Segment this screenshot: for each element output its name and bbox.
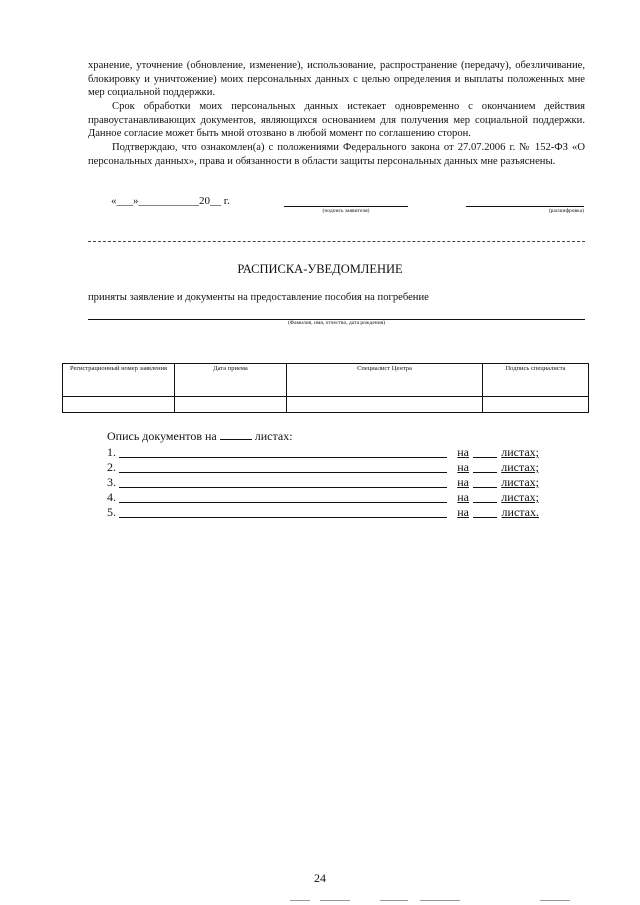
inventory-sheets-blank bbox=[220, 429, 252, 440]
inventory-row-number: 3. bbox=[107, 475, 116, 489]
inventory-row-sheets-blank bbox=[473, 472, 497, 473]
inventory-row-number: 5. bbox=[107, 505, 116, 519]
inventory-row bbox=[107, 505, 539, 520]
cut-line bbox=[88, 241, 585, 242]
table-header-row bbox=[63, 364, 589, 397]
inventory-row bbox=[107, 445, 539, 460]
scan-artifact-line bbox=[320, 900, 350, 901]
inventory-row-number: 4. bbox=[107, 490, 116, 504]
inventory-row-na: на bbox=[457, 475, 469, 489]
inventory-row-sheets: листах; bbox=[501, 460, 539, 474]
decode-signature-caption: (расшифровка) bbox=[548, 208, 584, 214]
inventory-row-sheets-blank bbox=[473, 502, 497, 503]
inventory-row-sheets-blank bbox=[473, 457, 497, 458]
cell-signature bbox=[483, 397, 589, 413]
inventory-row bbox=[107, 490, 539, 505]
inventory-row-number: 2. bbox=[107, 460, 116, 474]
inventory-heading-prefix: Опись документов на bbox=[107, 429, 217, 443]
applicant-signature-caption: (подпись заявителя) bbox=[322, 208, 370, 214]
decode-signature-line bbox=[466, 206, 584, 207]
fio-caption: (Фамилия, имя, отчество, дата рождения) bbox=[287, 320, 386, 326]
receipt-title: РАСПИСКА-УВЕДОМЛЕНИЕ bbox=[237, 262, 403, 276]
inventory-row bbox=[107, 460, 539, 475]
inventory-row-sheets: листах. bbox=[501, 505, 539, 519]
header-reg-number: Регистрационный номер заявления bbox=[63, 364, 175, 397]
inventory-row-sheets-blank bbox=[473, 517, 497, 518]
header-date: Дата приема bbox=[175, 364, 287, 397]
inventory-row-na: на bbox=[457, 445, 469, 459]
inventory-row-line bbox=[119, 502, 447, 503]
inventory-row-number: 1. bbox=[107, 445, 116, 459]
inventory-row-na: на bbox=[457, 490, 469, 504]
consent-paragraph-2: Срок обработки моих персональных данных истекает одновременно с окончанием действия правоустанавливающих документов, являющихся основанием для получения мер социальной поддержки. Данное согласие может быть мной отозвано в любой момент по соглашению сторон. bbox=[88, 101, 585, 140]
inventory-row-line bbox=[119, 517, 447, 518]
applicant-signature-line bbox=[284, 206, 408, 207]
inventory-row-sheets: листах; bbox=[501, 445, 539, 459]
inventory-row-sheets-blank bbox=[473, 487, 497, 488]
inventory-row-sheets: листах; bbox=[501, 475, 539, 489]
consent-paragraph-3: Подтверждаю, что ознакомлен(а) с положениями Федерального закона от 27.07.2006 г. № 152-ФЗ «О персональных данных», права и обязанности в области защиты персональных данных мне разъяснены. bbox=[88, 142, 585, 167]
inventory-row-na: на bbox=[457, 505, 469, 519]
inventory-heading bbox=[107, 429, 293, 444]
receipt-accepted-text: приняты заявление и документы на предоставление пособия на погребение bbox=[88, 292, 429, 303]
scan-artifact-line bbox=[290, 900, 310, 901]
signature-date: «___»___________20__ г. bbox=[111, 195, 230, 207]
consent-paragraph-1: хранение, уточнение (обновление, изменение), использование, распространение (передачу), обезличивание, блокировку и уничтожение) моих персональных данных с целью определения и выплаты положенных мне мер социальной поддержки. bbox=[88, 60, 585, 99]
scan-artifact-line bbox=[380, 900, 408, 901]
cell-date bbox=[175, 397, 287, 413]
cell-reg-number bbox=[63, 397, 175, 413]
inventory-row bbox=[107, 475, 539, 490]
inventory-row-sheets: листах; bbox=[501, 490, 539, 504]
cell-specialist bbox=[287, 397, 483, 413]
header-specialist: Специалист Центра bbox=[287, 364, 483, 397]
inventory-row-line bbox=[119, 457, 447, 458]
registration-table bbox=[62, 363, 589, 413]
page-number: 24 bbox=[314, 871, 326, 885]
scan-artifact-line bbox=[540, 900, 570, 901]
inventory-row-na: на bbox=[457, 460, 469, 474]
inventory-row-line bbox=[119, 472, 447, 473]
inventory-heading-suffix: листах: bbox=[254, 429, 293, 443]
header-signature: Подпись специалиста bbox=[483, 364, 589, 397]
scan-artifact-line bbox=[420, 900, 460, 901]
inventory-row-line bbox=[119, 487, 447, 488]
table-row bbox=[63, 397, 589, 413]
